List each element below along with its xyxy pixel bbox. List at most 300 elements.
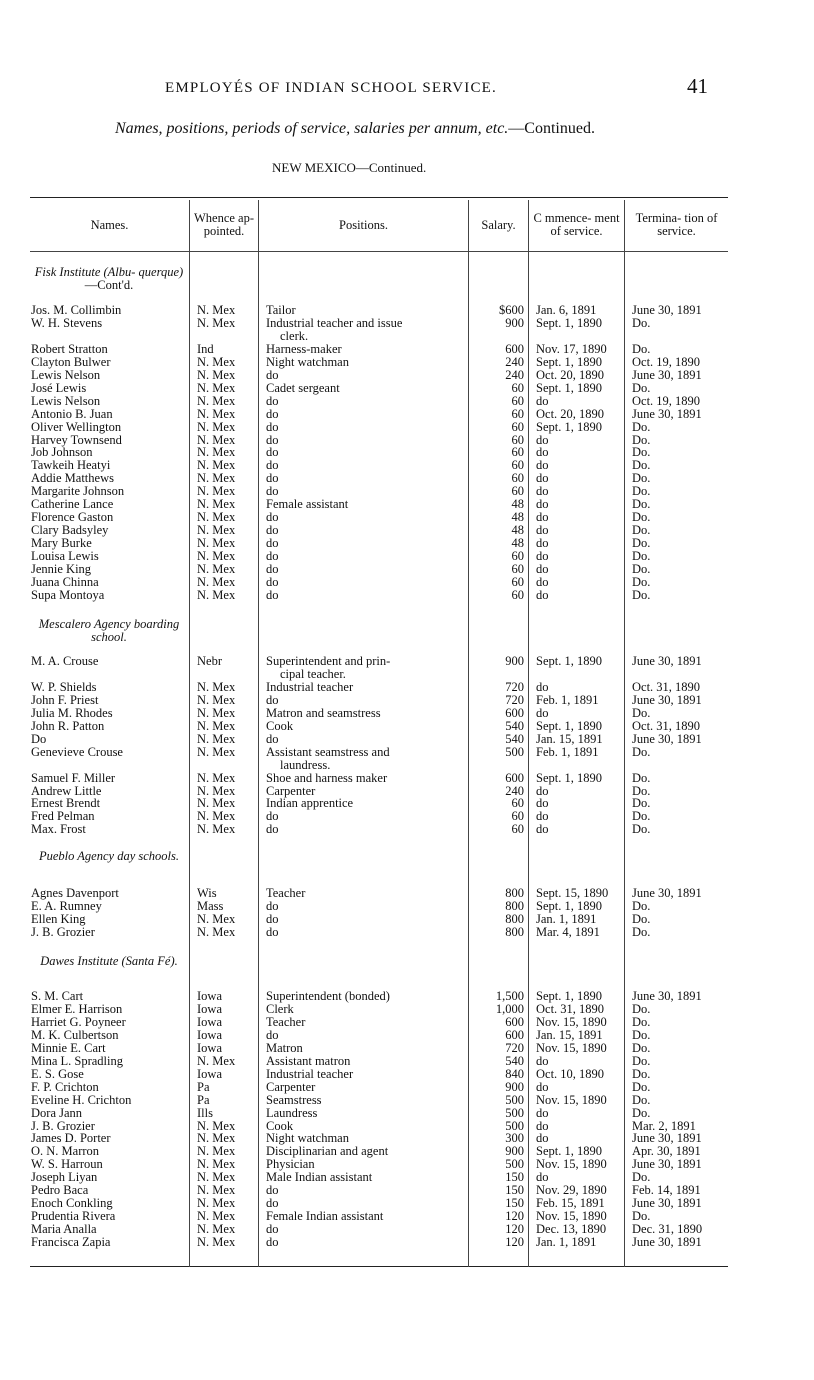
- whence-appointed: N. Mex: [197, 394, 236, 408]
- table-row: [0, 1094, 814, 1107]
- table-row: [0, 1029, 814, 1042]
- commencement-date: Nov. 15, 1890: [536, 1093, 607, 1107]
- whence-appointed: N. Mex: [197, 485, 236, 499]
- salary: 60: [511, 575, 524, 589]
- salary: 150: [505, 1197, 524, 1211]
- position: do: [266, 1223, 279, 1237]
- salary: 1,000: [495, 1002, 524, 1016]
- termination-date: Do.: [632, 1080, 651, 1094]
- page-header: [0, 0, 814, 175]
- employee-name: Francisca Zapia: [31, 1236, 111, 1250]
- whence-appointed: N. Mex: [197, 771, 236, 785]
- termination-date: Oct. 19, 1890: [632, 394, 701, 408]
- termination-date: Do.: [632, 1171, 651, 1185]
- salary: 60: [511, 381, 524, 395]
- employee-name: Ellen King: [31, 912, 86, 926]
- employee-name: Agnes Davenport: [31, 887, 119, 900]
- salary: 800: [505, 899, 524, 913]
- salary: 48: [511, 524, 524, 538]
- table-row: [0, 421, 814, 434]
- table-row: [0, 498, 814, 511]
- termination-date: June 30, 1891: [632, 1197, 702, 1211]
- whence-appointed: N. Mex: [197, 1184, 236, 1198]
- termination-date: Do.: [632, 511, 651, 525]
- employee-name: W. S. Harroun: [31, 1158, 103, 1172]
- employee-name: Tawkeih Heatyi: [31, 459, 111, 473]
- position: Shoe and harness maker: [266, 771, 388, 785]
- table-row: [0, 1120, 814, 1133]
- employee-name: F. P. Crichton: [31, 1080, 99, 1094]
- employee-name: M. A. Crouse: [31, 655, 99, 668]
- termination-date: Do.: [632, 1015, 651, 1029]
- salary: 600: [505, 1028, 524, 1042]
- position: Carpenter: [266, 1080, 316, 1094]
- whence-appointed: N. Mex: [197, 355, 236, 369]
- termination-date: Do.: [632, 823, 651, 837]
- table-row: [0, 1158, 814, 1171]
- position: do: [266, 368, 279, 382]
- table-row: [0, 681, 814, 694]
- termination-date: Do.: [632, 446, 651, 460]
- section-title: [30, 850, 188, 863]
- salary: 120: [505, 1210, 524, 1224]
- employee-name: Catherine Lance: [31, 498, 114, 512]
- table-row: [0, 655, 814, 668]
- salary: 500: [505, 1158, 524, 1172]
- table-row-continuation: [0, 330, 814, 343]
- table-row: [0, 1132, 814, 1145]
- commencement-date: Sept. 1, 1890: [536, 1145, 602, 1159]
- table-row: [0, 524, 814, 537]
- section-title-text: Fisk Institute (Albu- querque): [34, 265, 184, 279]
- table-row: [0, 395, 814, 408]
- salary: 600: [505, 771, 524, 785]
- salary: 540: [505, 719, 524, 733]
- salary: 60: [511, 550, 524, 564]
- termination-date: Do.: [632, 316, 651, 330]
- table-row: [0, 1236, 814, 1249]
- position: do: [266, 407, 279, 421]
- termination-date: Oct. 31, 1890: [632, 680, 701, 694]
- employee-name: Juana Chinna: [31, 575, 99, 589]
- termination-date: Do.: [632, 1106, 651, 1120]
- commencement-date: Feb. 1, 1891: [536, 693, 599, 707]
- employee-name: Prudentia Rivera: [31, 1210, 116, 1224]
- termination-date: Do.: [632, 342, 651, 356]
- salary: 60: [511, 797, 524, 811]
- termination-date: Do.: [632, 1028, 651, 1042]
- position: do: [266, 823, 279, 837]
- commencement-date: do: [536, 823, 549, 837]
- commencement-date: Jan. 1, 1891: [536, 912, 597, 926]
- position: Industrial teacher: [266, 1067, 354, 1081]
- salary: 500: [505, 1106, 524, 1120]
- position: Seamstress: [266, 1093, 322, 1107]
- salary: 300: [505, 1132, 524, 1146]
- position: do: [266, 1184, 279, 1198]
- employee-name: J. B. Grozier: [31, 925, 95, 939]
- commencement-date: do: [536, 810, 549, 824]
- commencement-date: Nov. 15, 1890: [536, 1015, 607, 1029]
- salary: 540: [505, 732, 524, 746]
- salary: 800: [505, 887, 524, 900]
- salary: 60: [511, 588, 524, 602]
- termination-date: Do.: [632, 745, 651, 759]
- salary: 120: [505, 1236, 524, 1250]
- position: do: [266, 472, 279, 486]
- commencement-date: Jan. 15, 1891: [536, 732, 603, 746]
- table-row: [0, 563, 814, 576]
- salary: 150: [505, 1171, 524, 1185]
- commencement-date: do: [536, 537, 549, 551]
- termination-date: Do.: [632, 899, 651, 913]
- position: Clerk: [266, 1002, 294, 1016]
- position: Teacher: [266, 887, 306, 900]
- position: do: [266, 1236, 279, 1250]
- table-row: [0, 797, 814, 810]
- employee-name: Fred Pelman: [31, 810, 95, 824]
- commencement-date: Sept. 1, 1890: [536, 899, 602, 913]
- employee-name: John R. Patton: [31, 719, 105, 733]
- salary: 60: [511, 407, 524, 421]
- whence-appointed: N. Mex: [197, 550, 236, 564]
- whence-appointed: N. Mex: [197, 706, 236, 720]
- employee-name: Max. Frost: [31, 823, 86, 837]
- table-row: [0, 772, 814, 785]
- position: do: [266, 394, 279, 408]
- position: do: [266, 925, 279, 939]
- whence-appointed: Iowa: [197, 990, 222, 1003]
- whence-appointed: N. Mex: [197, 810, 236, 824]
- termination-date: Do.: [632, 420, 651, 434]
- whence-appointed: N. Mex: [197, 368, 236, 382]
- whence-appointed: N. Mex: [197, 511, 236, 525]
- termination-date: Do.: [632, 1041, 651, 1055]
- whence-appointed: Ills: [197, 1106, 213, 1120]
- position: do: [266, 732, 279, 746]
- position: do: [266, 550, 279, 564]
- position: Assistant seamstress and: [266, 745, 390, 759]
- whence-appointed: N. Mex: [197, 719, 236, 733]
- employee-name: Clayton Bulwer: [31, 355, 111, 369]
- position: do: [266, 1197, 279, 1211]
- table-row: [0, 550, 814, 563]
- position-continued: laundress.: [280, 758, 331, 772]
- section-title: [30, 955, 188, 968]
- whence-appointed: N. Mex: [197, 588, 236, 602]
- table-row: [0, 1081, 814, 1094]
- employee-name: Margarite Johnson: [31, 485, 125, 499]
- whence-appointed: N. Mex: [197, 524, 236, 538]
- salary: 60: [511, 472, 524, 486]
- commencement-date: Oct. 20, 1890: [536, 407, 605, 421]
- position: Tailor: [266, 304, 296, 317]
- termination-date: Do.: [632, 498, 651, 512]
- position: Night watchman: [266, 355, 349, 369]
- table-row: [0, 746, 814, 759]
- position: do: [266, 511, 279, 525]
- termination-date: June 30, 1891: [632, 407, 702, 421]
- employee-name: Pedro Baca: [31, 1184, 89, 1198]
- salary: 800: [505, 925, 524, 939]
- termination-date: Do.: [632, 472, 651, 486]
- termination-date: Do.: [632, 459, 651, 473]
- employee-name: James D. Porter: [31, 1132, 111, 1146]
- termination-date: Do.: [632, 588, 651, 602]
- commencement-date: Nov. 15, 1890: [536, 1041, 607, 1055]
- position: Harness-maker: [266, 342, 342, 356]
- table-row: [0, 369, 814, 382]
- employee-name: Supa Montoya: [31, 588, 105, 602]
- col-header-positions: Positions.: [339, 217, 388, 232]
- table-row: [0, 1145, 814, 1158]
- table-row-continuation: [0, 668, 814, 681]
- position: do: [266, 537, 279, 551]
- whence-appointed: Wis: [197, 887, 217, 900]
- table-row: [0, 1055, 814, 1068]
- position: do: [266, 524, 279, 538]
- employee-name: Julia M. Rhodes: [31, 706, 113, 720]
- whence-appointed: Ind: [197, 342, 214, 356]
- termination-date: Oct. 31, 1890: [632, 719, 701, 733]
- whence-appointed: Nebr: [197, 655, 222, 668]
- position-continued: clerk.: [280, 329, 309, 343]
- salary: 600: [505, 706, 524, 720]
- whence-appointed: N. Mex: [197, 433, 236, 447]
- salary: 48: [511, 537, 524, 551]
- salary: 720: [505, 1041, 524, 1055]
- table-row: [0, 459, 814, 472]
- commencement-date: do: [536, 485, 549, 499]
- commencement-date: do: [536, 706, 549, 720]
- commencement-date: Jan. 1, 1891: [536, 1236, 597, 1250]
- position: do: [266, 899, 279, 913]
- employee-name: W. P. Shields: [31, 680, 97, 694]
- whence-appointed: N. Mex: [197, 823, 236, 837]
- employee-name: Jos. M. Collimbin: [31, 304, 122, 317]
- page-title: EMPLOYÉS OF INDIAN SCHOOL SERVICE.: [165, 80, 497, 96]
- salary: 120: [505, 1223, 524, 1237]
- whence-appointed: N. Mex: [197, 925, 236, 939]
- employee-name: José Lewis: [31, 381, 87, 395]
- position: Carpenter: [266, 784, 316, 798]
- commencement-date: do: [536, 459, 549, 473]
- employee-name: Oliver Wellington: [31, 420, 122, 434]
- employee-name: Mary Burke: [31, 537, 92, 551]
- commencement-date: Mar. 4, 1891: [536, 925, 600, 939]
- whence-appointed: N. Mex: [197, 498, 236, 512]
- whence-appointed: N. Mex: [197, 1171, 236, 1185]
- commencement-date: do: [536, 1054, 549, 1068]
- position: do: [266, 912, 279, 926]
- termination-date: Oct. 19, 1890: [632, 355, 701, 369]
- employee-name: E. S. Gose: [31, 1067, 84, 1081]
- commencement-date: Sept. 1, 1890: [536, 381, 602, 395]
- salary: 48: [511, 498, 524, 512]
- salary: $600: [499, 304, 524, 317]
- termination-date: Do.: [632, 537, 651, 551]
- table-row: [0, 317, 814, 330]
- employee-name: Elmer E. Harrison: [31, 1002, 123, 1016]
- table-row: [0, 1107, 814, 1120]
- table-row: [0, 537, 814, 550]
- table-row: [0, 1016, 814, 1029]
- whence-appointed: N. Mex: [197, 1210, 236, 1224]
- whence-appointed: Mass: [197, 899, 224, 913]
- commencement-date: do: [536, 797, 549, 811]
- commencement-date: Nov. 17, 1890: [536, 342, 607, 356]
- position: Industrial teacher and issue: [266, 316, 403, 330]
- employee-name: Harvey Townsend: [31, 433, 122, 447]
- termination-date: Dec. 31, 1890: [632, 1223, 703, 1237]
- whence-appointed: Iowa: [197, 1067, 222, 1081]
- table-row: [0, 356, 814, 369]
- termination-date: June 30, 1891: [632, 732, 702, 746]
- table-row: [0, 1223, 814, 1236]
- employee-name: Jennie King: [31, 563, 92, 576]
- table-row: [0, 589, 814, 602]
- col-header-commencement: C mmence- ment of service.: [533, 211, 620, 238]
- salary: 60: [511, 459, 524, 473]
- position: Cook: [266, 719, 294, 733]
- salary: 1,500: [495, 990, 524, 1003]
- salary: 500: [505, 1119, 524, 1133]
- position: Assistant matron: [266, 1054, 351, 1068]
- termination-date: June 30, 1891: [632, 1158, 702, 1172]
- position: Teacher: [266, 1015, 306, 1029]
- salary: 900: [505, 1080, 524, 1094]
- commencement-date: Sept. 15, 1890: [536, 887, 609, 900]
- whence-appointed: N. Mex: [197, 680, 236, 694]
- commencement-date: Feb. 1, 1891: [536, 745, 599, 759]
- whence-appointed: N. Mex: [197, 407, 236, 421]
- employee-name: S. M. Cart: [31, 990, 84, 1003]
- whence-appointed: N. Mex: [197, 1145, 236, 1159]
- employee-name: John F. Priest: [31, 693, 99, 707]
- termination-date: June 30, 1891: [632, 368, 702, 382]
- whence-appointed: N. Mex: [197, 446, 236, 460]
- salary: 720: [505, 693, 524, 707]
- termination-date: Do.: [632, 810, 651, 824]
- commencement-date: Oct. 31, 1890: [536, 1002, 605, 1016]
- whence-appointed: N. Mex: [197, 381, 236, 395]
- subtitle-text: Names, positions, periods of service, salaries per annum, etc.: [115, 120, 509, 137]
- employee-name: Maria Analla: [31, 1223, 97, 1237]
- col-header-names: Names.: [90, 217, 129, 232]
- salary: 900: [505, 316, 524, 330]
- table-row: [0, 1003, 814, 1016]
- whence-appointed: N. Mex: [197, 732, 236, 746]
- position: Indian apprentice: [266, 797, 354, 811]
- termination-date: Feb. 14, 1891: [632, 1184, 701, 1198]
- salary: 240: [505, 355, 524, 369]
- termination-date: Do.: [632, 784, 651, 798]
- position: do: [266, 433, 279, 447]
- termination-date: Do.: [632, 771, 651, 785]
- table-row: [0, 434, 814, 447]
- salary: 150: [505, 1184, 524, 1198]
- position: Matron and seamstress: [266, 706, 381, 720]
- commencement-date: do: [536, 1171, 549, 1185]
- position: Matron: [266, 1041, 303, 1055]
- whence-appointed: N. Mex: [197, 575, 236, 589]
- commencement-date: do: [536, 1119, 549, 1133]
- salary: 540: [505, 1054, 524, 1068]
- employee-name: Robert Stratton: [31, 342, 108, 356]
- commencement-date: Oct. 20, 1890: [536, 368, 605, 382]
- salary: 240: [505, 784, 524, 798]
- whence-appointed: N. Mex: [197, 1054, 236, 1068]
- whence-appointed: N. Mex: [197, 1236, 236, 1250]
- position: do: [266, 810, 279, 824]
- table-row: [0, 887, 814, 900]
- position: Superintendent (bonded): [266, 990, 390, 1003]
- employee-name: Joseph Liyan: [31, 1171, 98, 1185]
- commencement-date: do: [536, 784, 549, 798]
- employee-name: Addie Matthews: [31, 472, 114, 486]
- table-row: [0, 990, 814, 1003]
- position: Laundress: [266, 1106, 318, 1120]
- salary: 600: [505, 342, 524, 356]
- commencement-date: Nov. 15, 1890: [536, 1158, 607, 1172]
- table-row: [0, 810, 814, 823]
- employee-name: Genevieve Crouse: [31, 745, 123, 759]
- section-title: [30, 266, 188, 292]
- table-row: [0, 485, 814, 498]
- termination-date: Apr. 30, 1891: [632, 1145, 701, 1159]
- employee-name: Eveline H. Crichton: [31, 1093, 132, 1107]
- commencement-date: do: [536, 524, 549, 538]
- termination-date: June 30, 1891: [632, 693, 702, 707]
- commencement-date: Oct. 10, 1890: [536, 1067, 605, 1081]
- position: Cook: [266, 1119, 294, 1133]
- commencement-date: do: [536, 472, 549, 486]
- table-row: [0, 1171, 814, 1184]
- section-title-text: Pueblo Agency day schools.: [38, 849, 179, 863]
- employee-name: Do: [31, 732, 47, 746]
- termination-date: Do.: [632, 797, 651, 811]
- termination-date: Do.: [632, 575, 651, 589]
- table-top-rule: [30, 197, 728, 198]
- salary: 500: [505, 745, 524, 759]
- table-row: [0, 1068, 814, 1081]
- employee-name: Andrew Little: [31, 784, 102, 798]
- position: Female Indian assistant: [266, 1210, 384, 1224]
- salary: 60: [511, 420, 524, 434]
- position: do: [266, 1028, 279, 1042]
- termination-date: Do.: [632, 1067, 651, 1081]
- employee-name: O. N. Marron: [31, 1145, 100, 1159]
- whence-appointed: N. Mex: [197, 459, 236, 473]
- whence-appointed: N. Mex: [197, 1197, 236, 1211]
- table-row: [0, 343, 814, 356]
- termination-date: Mar. 2, 1891: [632, 1119, 696, 1133]
- position: do: [266, 420, 279, 434]
- termination-date: Do.: [632, 912, 651, 926]
- whence-appointed: Pa: [197, 1080, 210, 1094]
- commencement-date: do: [536, 394, 549, 408]
- employee-name: E. A. Rumney: [31, 899, 102, 913]
- salary: 800: [505, 912, 524, 926]
- employee-name: Antonio B. Juan: [31, 407, 113, 421]
- commencement-date: do: [536, 511, 549, 525]
- employee-name: Florence Gaston: [31, 511, 114, 525]
- whence-appointed: N. Mex: [197, 1132, 236, 1146]
- termination-date: June 30, 1891: [632, 655, 702, 668]
- whence-appointed: N. Mex: [197, 537, 236, 551]
- page-subtitle: [115, 120, 595, 138]
- employee-name: J. B. Grozier: [31, 1119, 95, 1133]
